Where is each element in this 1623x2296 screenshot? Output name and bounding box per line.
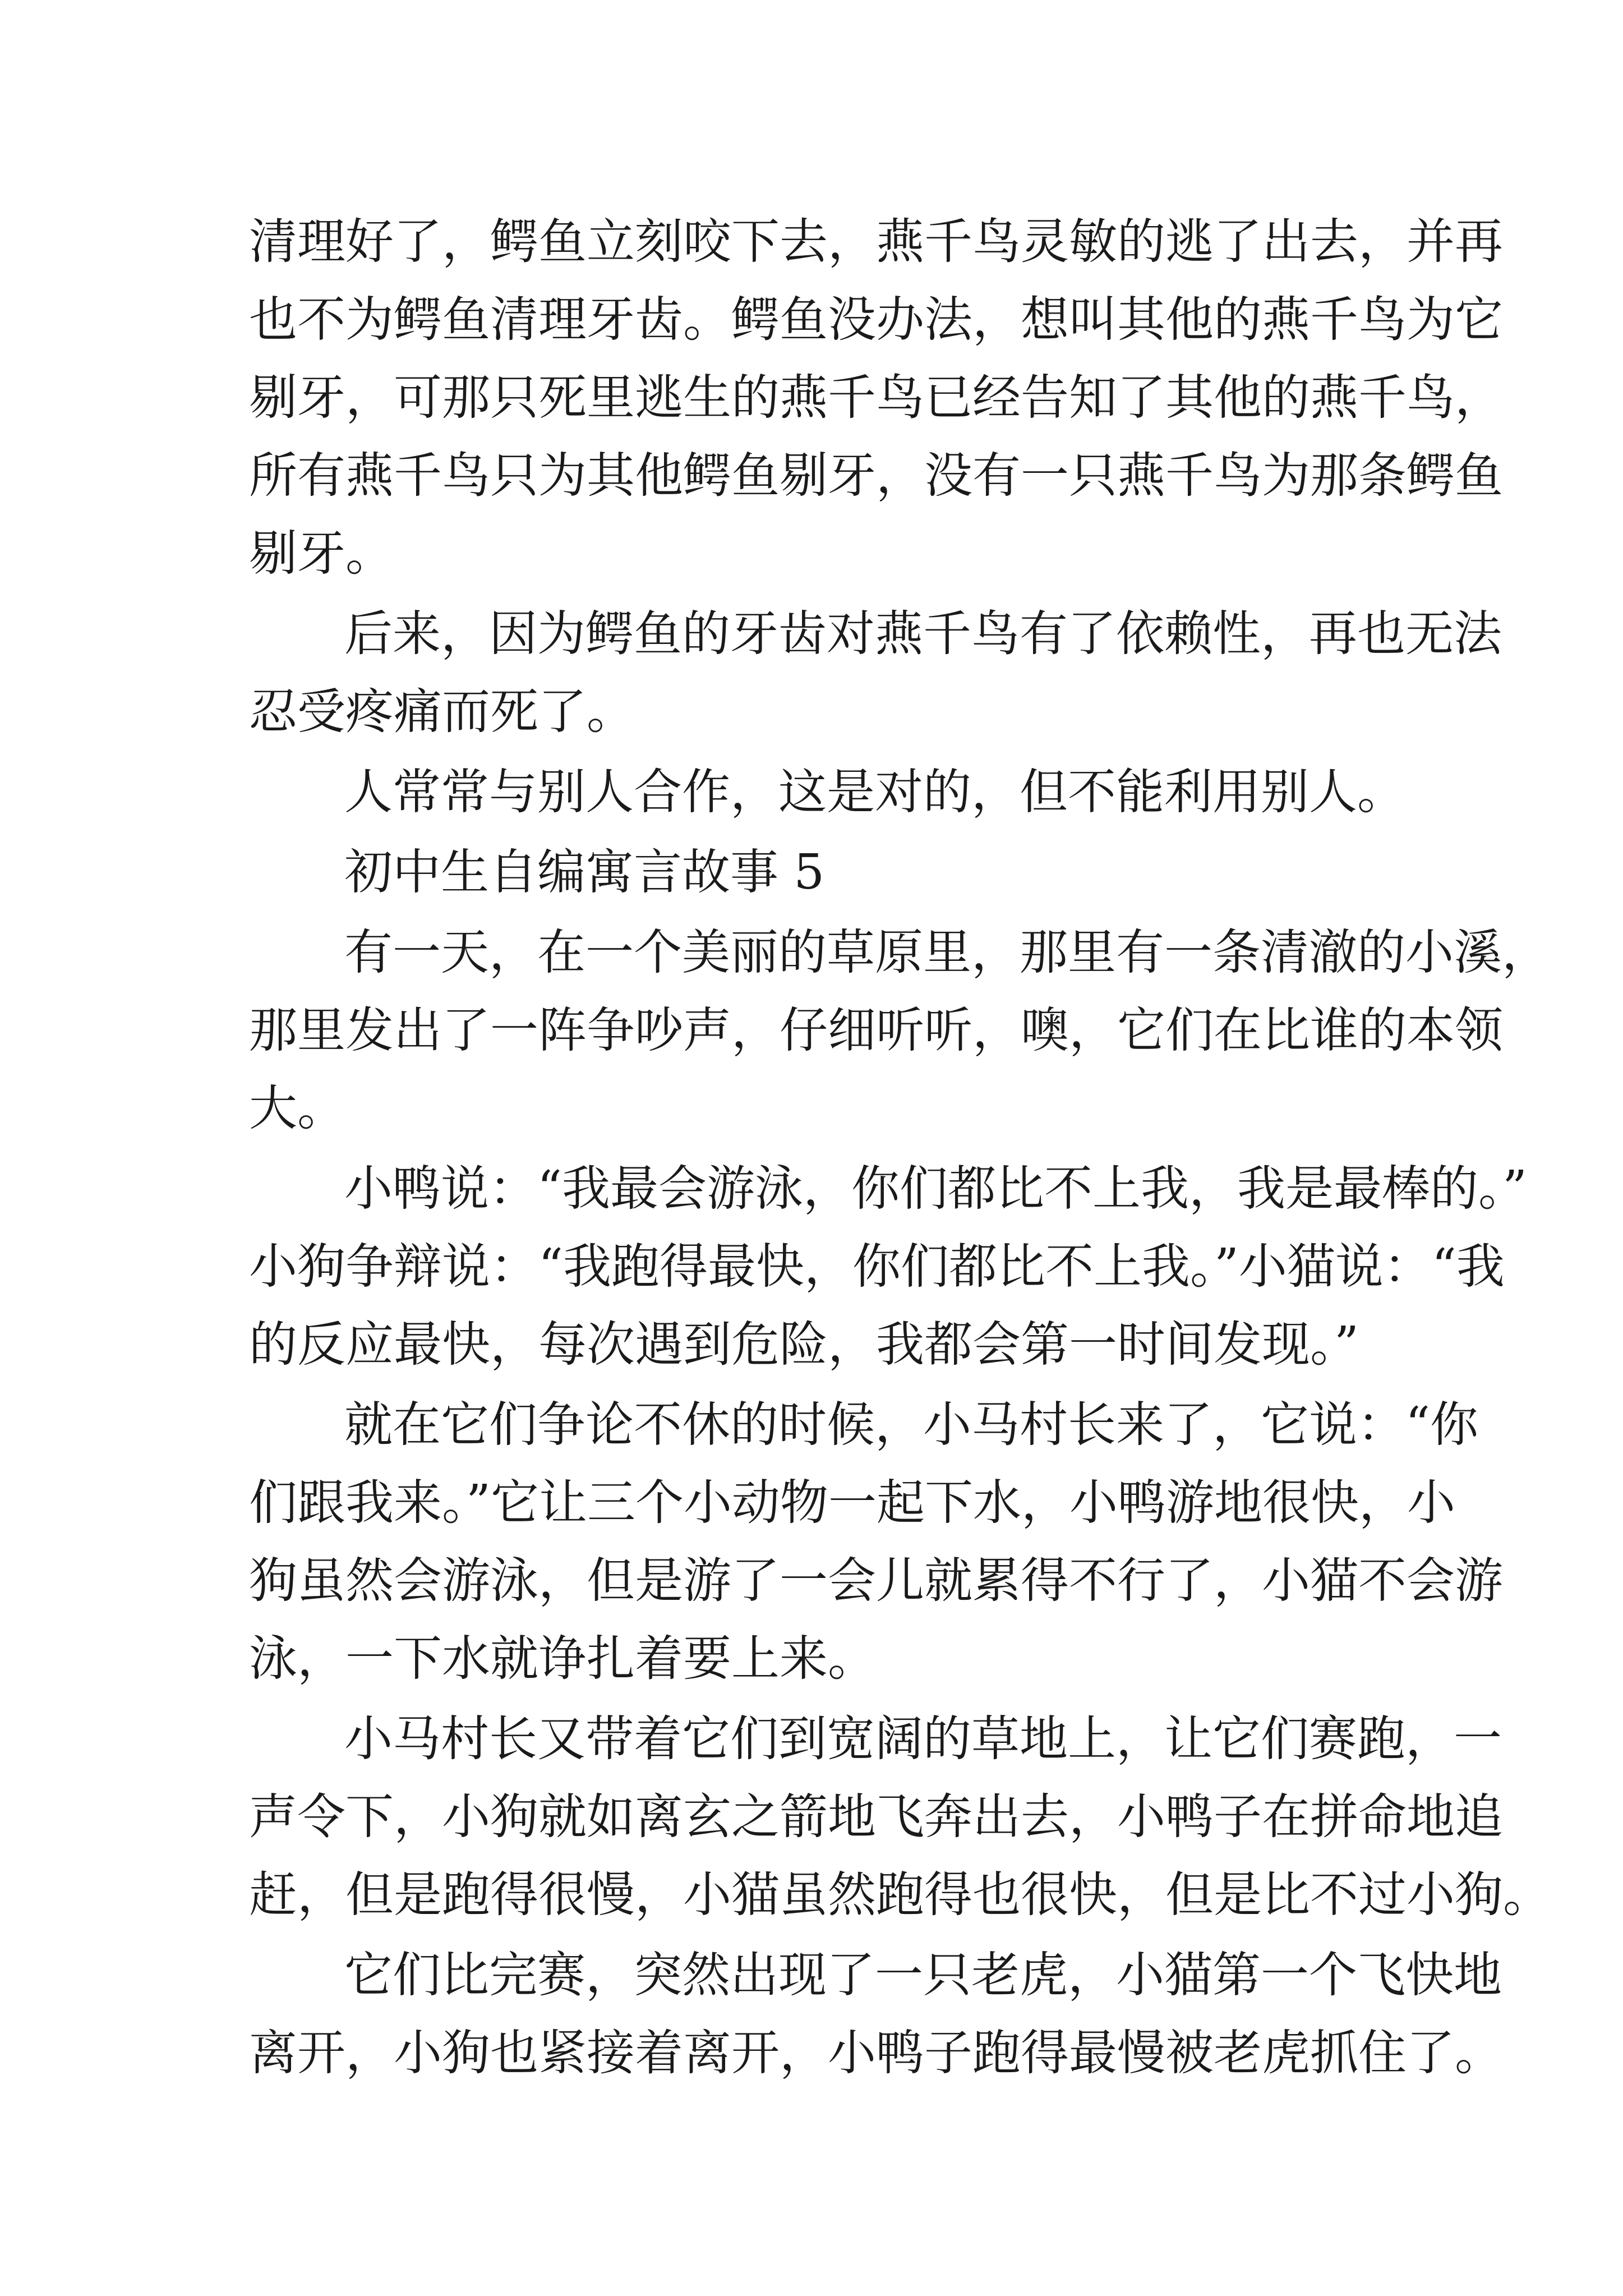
text-line: 泳，一下水就诤扎着要上来。: [249, 1631, 876, 1687]
paragraph: [249, 1700, 1551, 1934]
text-line: 就在它们争论不休的时候，小马村长来了，它说：“你: [344, 1397, 1478, 1453]
paragraph: [249, 753, 1421, 831]
text-line: 小鸭说：“我最会游泳，你们都比不上我，我是最棒的。”: [344, 1161, 1527, 1217]
paragraph: [249, 1386, 1503, 1698]
text-line: 小马村长又带着它们到宽阔的草地上，让它们赛跑，一: [344, 1711, 1502, 1767]
text-line: 后来，因为鳄鱼的牙齿对燕千鸟有了依赖性，再也无法: [344, 606, 1502, 662]
paragraph: [249, 914, 1550, 1148]
text-line: 的反应最快，每次遇到危险，我都会第一时间发现。”: [249, 1317, 1359, 1373]
text-line: 人常常与别人合作，这是对的，但不能利用别人。: [344, 764, 1405, 820]
text-line: 离开，小狗也紧接着离开，小鸭子跑得最慢被老虎抓住了。: [249, 2025, 1503, 2081]
section-heading: [249, 834, 1421, 912]
text-line: 所有燕千鸟只为其他鳄鱼剔牙，没有一只燕千鸟为那条鳄鱼: [249, 448, 1503, 504]
paragraph: [249, 1150, 1527, 1384]
text-line: 剔牙。: [249, 526, 394, 582]
paragraph: [249, 1936, 1503, 2092]
text-line: 有一天，在一个美丽的草原里，那里有一条清澈的小溪，: [344, 924, 1550, 981]
text-line: 们跟我来。”它让三个小动物一起下水，小鸭游地很快，小: [249, 1475, 1455, 1531]
text-line: 那里发出了一阵争吵声，仔细听听，噢，它们在比谁的本领: [249, 1002, 1503, 1059]
text-line: 狗虽然会游泳，但是游了一会儿就累得不行了，小猫不会游: [249, 1553, 1503, 1609]
text-line: 它们比完赛，突然出现了一只老虎，小猫第一个飞快地: [344, 1947, 1502, 2003]
paragraph: [249, 595, 1502, 751]
heading-text: 初中生自编寓言故事 5: [344, 844, 825, 900]
document-body: [249, 203, 1551, 2092]
paragraph: [249, 203, 1503, 593]
text-line: 也不为鳄鱼清理牙齿。鳄鱼没办法，想叫其他的燕千鸟为它: [249, 292, 1503, 348]
text-line: 剔牙，可那只死里逃生的燕千鸟已经告知了其他的燕千鸟，: [249, 370, 1503, 426]
text-line: 赶，但是跑得很慢，小猫虽然跑得也很快，但是比不过小狗。: [249, 1867, 1551, 1923]
text-line: 大。: [249, 1080, 345, 1137]
text-line: 声令下，小狗就如离玄之箭地飞奔出去，小鸭子在拼命地追: [249, 1789, 1503, 1845]
text-line: 清理好了，鳄鱼立刻咬下去，燕千鸟灵敏的逃了出去，并再: [249, 214, 1503, 270]
text-line: 忍受疼痛而死了。: [249, 684, 635, 740]
text-line: 小狗争辩说：“我跑得最快，你们都比不上我。”小猫说：“我: [249, 1239, 1505, 1295]
